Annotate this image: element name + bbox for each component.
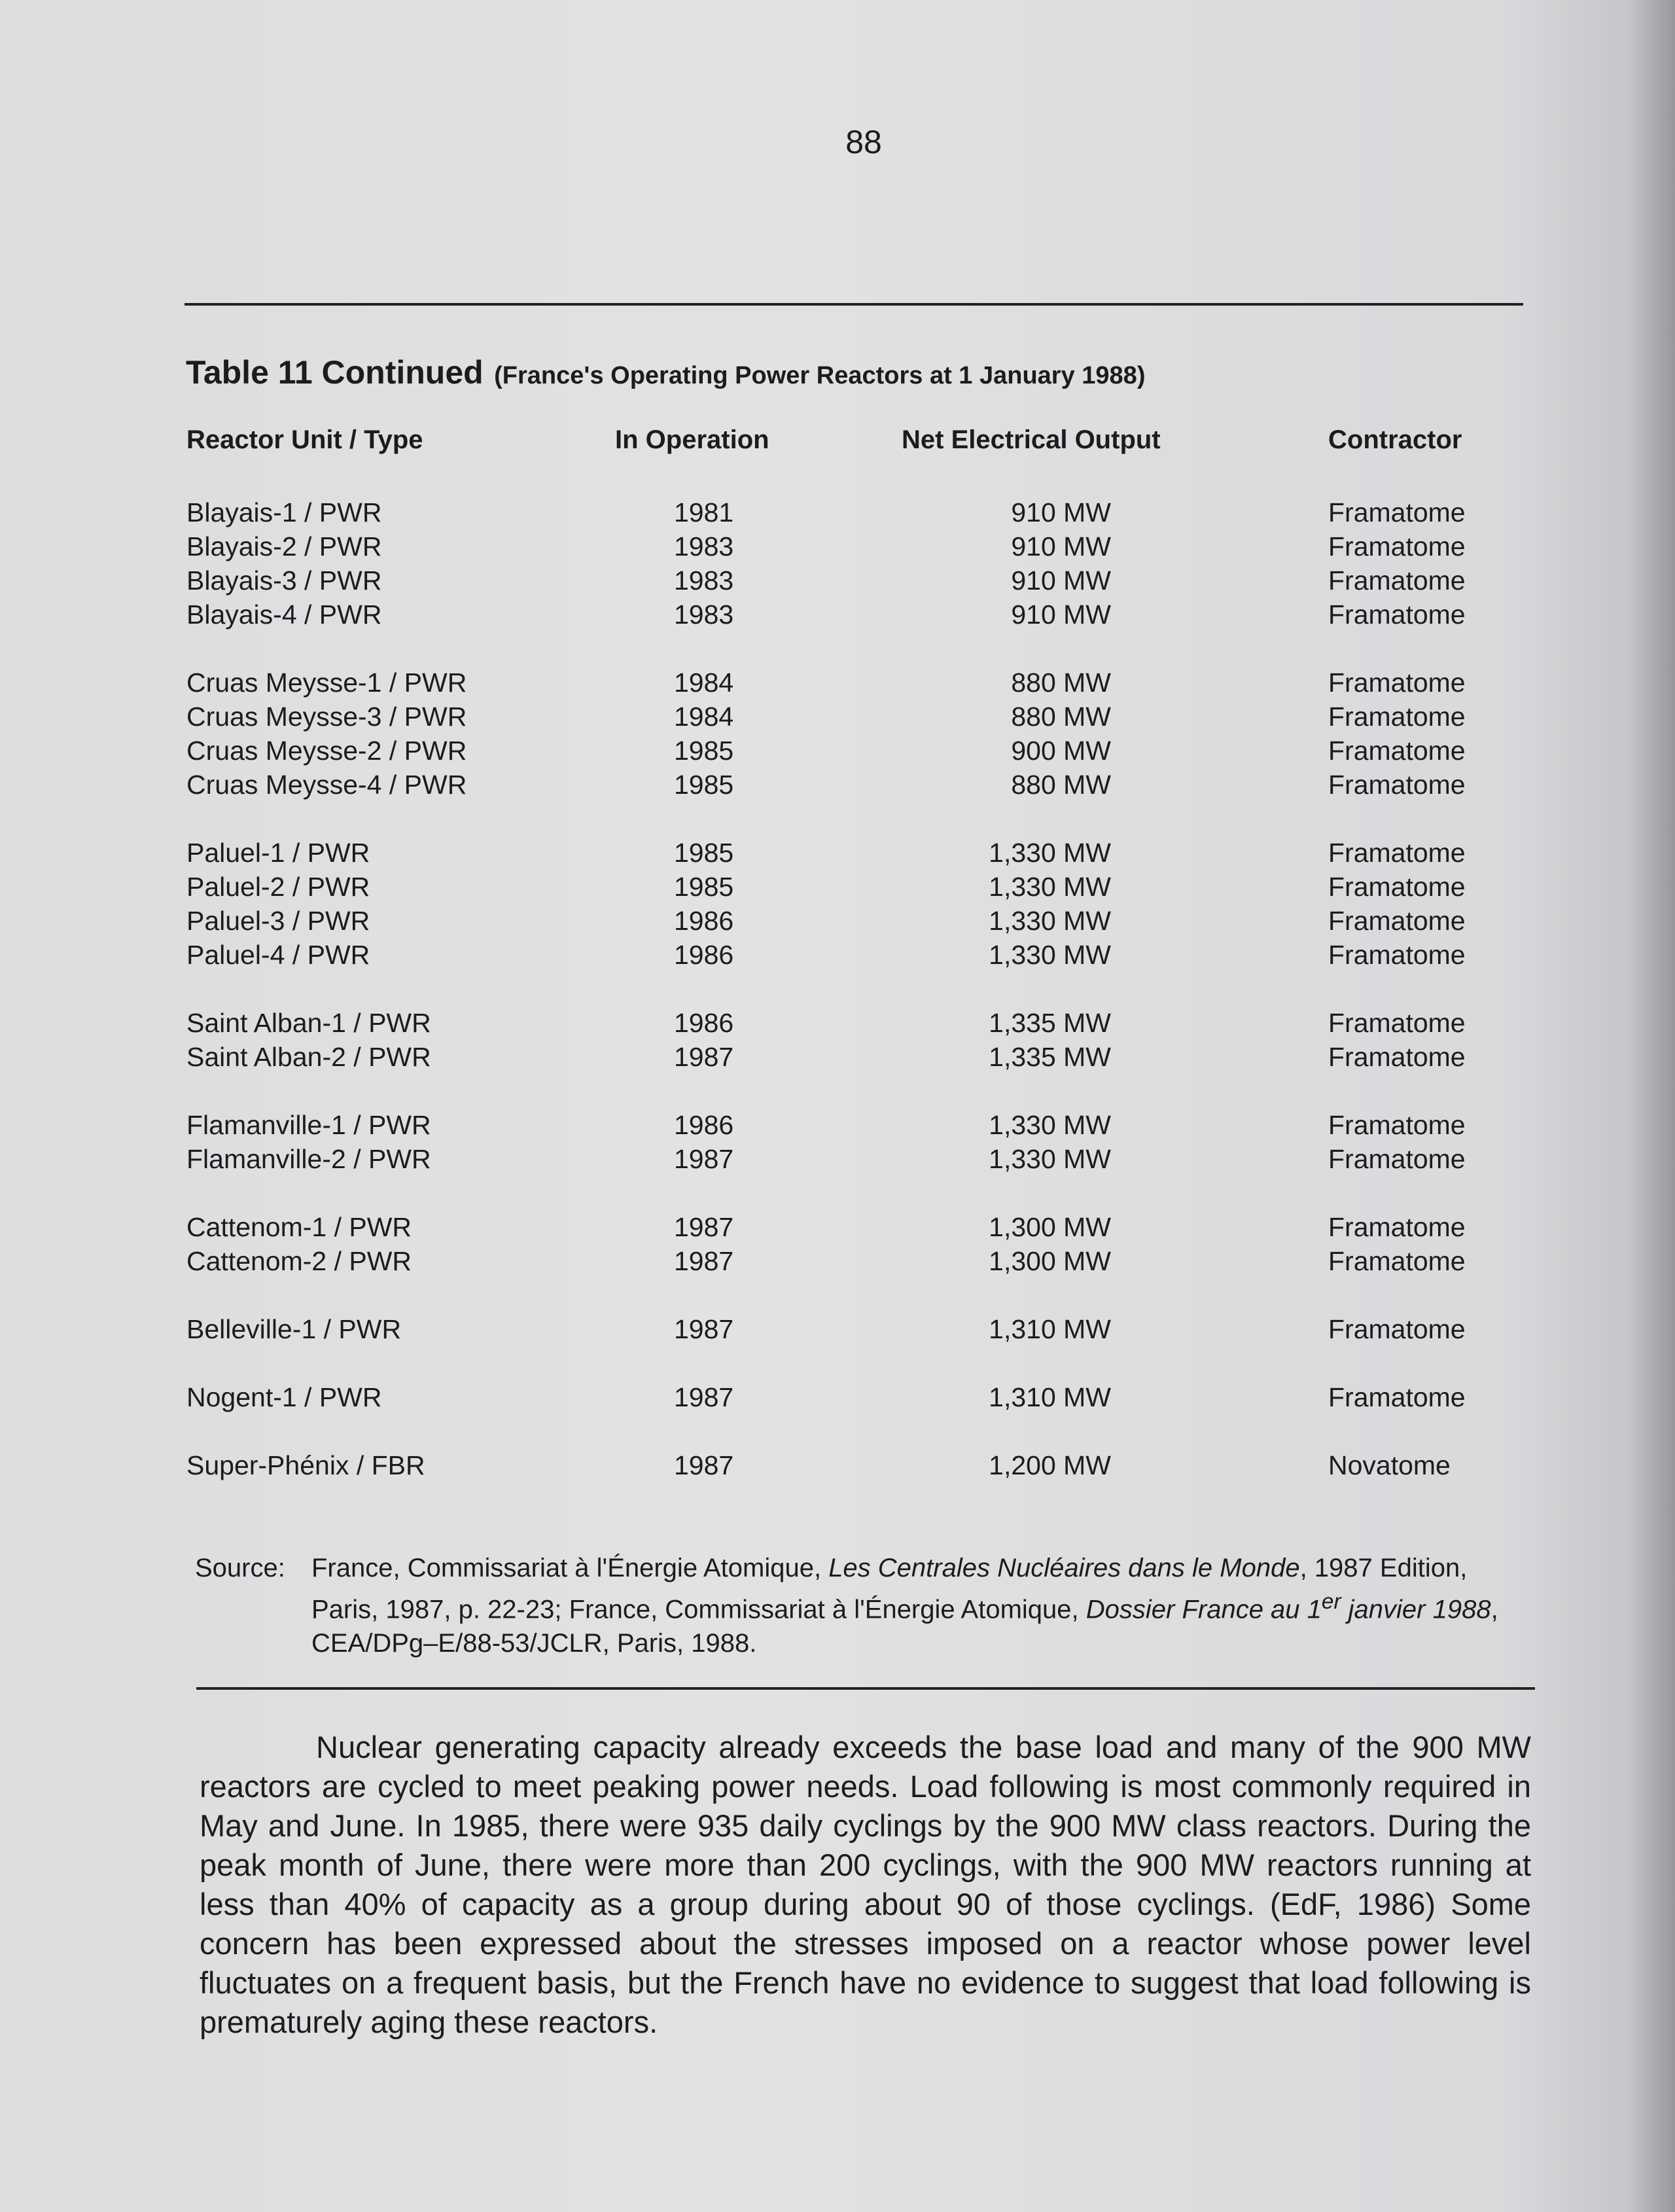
table-row <box>0 940 1675 974</box>
in-operation-cell: 1983 <box>674 531 734 562</box>
contractor-cell: Framatome <box>1328 872 1466 902</box>
source-title1: Les Centrales Nucléaires dans le Monde <box>828 1554 1300 1582</box>
net-output-cell: 910 MW <box>1011 531 1111 562</box>
net-output-cell: 1,300 MW <box>989 1246 1111 1276</box>
in-operation-cell: 1986 <box>674 1008 734 1038</box>
net-output-cell: 1,330 MW <box>989 940 1111 970</box>
in-operation-cell: 1987 <box>674 1042 734 1072</box>
reactor-unit-cell: Paluel-2 / PWR <box>186 872 370 902</box>
table-subtitle: (France's Operating Power Reactors at 1 January 1988) <box>494 362 1146 389</box>
page-edge-shadow <box>1629 0 1675 2212</box>
contractor-cell: Framatome <box>1328 906 1466 936</box>
table-row <box>0 736 1675 770</box>
table-row <box>0 531 1675 565</box>
reactor-unit-cell: Belleville-1 / PWR <box>186 1314 402 1344</box>
header-net-output: Net Electrical Output <box>902 425 1161 454</box>
contractor-cell: Novatome <box>1328 1450 1451 1480</box>
contractor-cell: Framatome <box>1328 838 1466 868</box>
table-row <box>0 599 1675 633</box>
table-row <box>0 1314 1675 1348</box>
reactor-unit-cell: Flamanville-1 / PWR <box>186 1110 431 1140</box>
table-row <box>0 702 1675 736</box>
source-title2-end: janvier 1988 <box>1341 1595 1491 1624</box>
table-row <box>0 1246 1675 1280</box>
source-part3: , CEA/DPg–E/88-53/JCLR, Paris, 1988. <box>311 1595 1498 1658</box>
net-output-cell: 910 MW <box>1011 497 1111 527</box>
net-output-cell: 880 MW <box>1011 770 1111 800</box>
net-output-cell: 1,330 MW <box>989 1110 1111 1140</box>
reactor-unit-cell: Blayais-3 / PWR <box>186 565 382 596</box>
in-operation-cell: 1987 <box>674 1144 734 1174</box>
table-row <box>0 1212 1675 1246</box>
in-operation-cell: 1987 <box>674 1382 734 1412</box>
reactor-unit-cell: Saint Alban-1 / PWR <box>186 1008 431 1038</box>
net-output-cell: 1,335 MW <box>989 1008 1111 1038</box>
net-output-cell: 900 MW <box>1011 736 1111 766</box>
net-output-cell: 1,330 MW <box>989 906 1111 936</box>
net-output-cell: 1,330 MW <box>989 1144 1111 1174</box>
contractor-cell: Framatome <box>1328 1314 1466 1344</box>
header-reactor-unit: Reactor Unit / Type <box>186 425 423 454</box>
in-operation-cell: 1985 <box>674 736 734 766</box>
reactor-unit-cell: Paluel-1 / PWR <box>186 838 370 868</box>
contractor-cell: Framatome <box>1328 531 1466 562</box>
table-title-main: Table 11 Continued <box>186 354 484 391</box>
table-row <box>0 872 1675 906</box>
header-in-operation: In Operation <box>615 425 769 454</box>
in-operation-cell: 1987 <box>674 1212 734 1242</box>
net-output-cell: 1,330 MW <box>989 838 1111 868</box>
reactor-unit-cell: Saint Alban-2 / PWR <box>186 1042 431 1072</box>
contractor-cell: Framatome <box>1328 1246 1466 1276</box>
header-contractor: Contractor <box>1328 425 1462 454</box>
table-row <box>0 668 1675 702</box>
contractor-cell: Framatome <box>1328 497 1466 527</box>
in-operation-cell: 1984 <box>674 702 734 732</box>
body-paragraph: Nuclear generating capacity already exceeds the base load and many of the 900 MW reactors are cycled to meet peaking power needs. Load following is most commonly required in May and June. In 1985, there were 935 daily cyclings by the 900 MW class reactors. During the peak month of June, there were more than 200 cyclings, with the 900 MW reactors running at less than 40% of capacity as a group during about 90 of those cyclings. (EdF, 1986) Some concern has been expressed about the stresses imposed on a reactor whose power level fluctuates on a frequent basis, but the French have no evidence to suggest that load following is prematurely aging these reactors. <box>200 1730 1531 2039</box>
table-row <box>0 838 1675 872</box>
net-output-cell: 1,310 MW <box>989 1314 1111 1344</box>
net-output-cell: 1,200 MW <box>989 1450 1111 1480</box>
contractor-cell: Framatome <box>1328 736 1466 766</box>
reactor-unit-cell: Cattenom-2 / PWR <box>186 1246 412 1276</box>
table-row <box>0 1042 1675 1076</box>
table-row <box>0 565 1675 599</box>
contractor-cell: Framatome <box>1328 1008 1466 1038</box>
net-output-cell: 880 MW <box>1011 668 1111 698</box>
contractor-cell: Framatome <box>1328 565 1466 596</box>
table-row <box>0 1450 1675 1484</box>
source-part2: , 1987 Edition, Paris, 1987, p. 22-23; France, Commissariat à l'Énergie Atomique, <box>311 1554 1468 1624</box>
in-operation-cell: 1984 <box>674 668 734 698</box>
reactor-unit-cell: Cattenom-1 / PWR <box>186 1212 412 1242</box>
net-output-cell: 1,310 MW <box>989 1382 1111 1412</box>
reactor-unit-cell: Nogent-1 / PWR <box>186 1382 382 1412</box>
table-row <box>0 1144 1675 1178</box>
contractor-cell: Framatome <box>1328 1382 1466 1412</box>
contractor-cell: Framatome <box>1328 1042 1466 1072</box>
contractor-cell: Framatome <box>1328 668 1466 698</box>
net-output-cell: 1,330 MW <box>989 872 1111 902</box>
reactor-unit-cell: Cruas Meysse-1 / PWR <box>186 668 467 698</box>
in-operation-cell: 1987 <box>674 1246 734 1276</box>
contractor-cell: Framatome <box>1328 940 1466 970</box>
contractor-cell: Framatome <box>1328 1144 1466 1174</box>
net-output-cell: 910 MW <box>1011 599 1111 630</box>
in-operation-cell: 1983 <box>674 599 734 630</box>
contractor-cell: Framatome <box>1328 1110 1466 1140</box>
reactor-unit-cell: Blayais-2 / PWR <box>186 531 382 562</box>
reactor-unit-cell: Super-Phénix / FBR <box>186 1450 425 1480</box>
table-row <box>0 906 1675 940</box>
in-operation-cell: 1985 <box>674 838 734 868</box>
bottom-rule <box>196 1687 1535 1690</box>
reactor-unit-cell: Flamanville-2 / PWR <box>186 1144 431 1174</box>
contractor-cell: Framatome <box>1328 599 1466 630</box>
contractor-cell: Framatome <box>1328 770 1466 800</box>
contractor-cell: Framatome <box>1328 1212 1466 1242</box>
source-title2-sup: er <box>1321 1590 1341 1614</box>
in-operation-cell: 1983 <box>674 565 734 596</box>
source-text <box>311 1551 1528 1660</box>
page-number: 88 <box>845 124 882 160</box>
in-operation-cell: 1985 <box>674 872 734 902</box>
in-operation-cell: 1985 <box>674 770 734 800</box>
reactor-unit-cell: Paluel-3 / PWR <box>186 906 370 936</box>
source-part1: France, Commissariat à l'Énergie Atomique, <box>311 1554 829 1582</box>
net-output-cell: 1,335 MW <box>989 1042 1111 1072</box>
in-operation-cell: 1986 <box>674 940 734 970</box>
reactor-unit-cell: Cruas Meysse-3 / PWR <box>186 702 467 732</box>
table-row <box>0 1382 1675 1416</box>
in-operation-cell: 1981 <box>674 497 734 527</box>
table-row <box>0 1110 1675 1144</box>
net-output-cell: 1,300 MW <box>989 1212 1111 1242</box>
table-row <box>0 770 1675 804</box>
reactor-unit-cell: Cruas Meysse-2 / PWR <box>186 736 467 766</box>
net-output-cell: 910 MW <box>1011 565 1111 596</box>
table-row <box>0 1008 1675 1042</box>
source-label: Source: <box>195 1554 285 1582</box>
in-operation-cell: 1987 <box>674 1314 734 1344</box>
table-title <box>186 353 1145 391</box>
reactor-unit-cell: Blayais-4 / PWR <box>186 599 382 630</box>
top-rule <box>185 303 1523 306</box>
in-operation-cell: 1986 <box>674 906 734 936</box>
in-operation-cell: 1986 <box>674 1110 734 1140</box>
reactor-unit-cell: Paluel-4 / PWR <box>186 940 370 970</box>
net-output-cell: 880 MW <box>1011 702 1111 732</box>
reactor-unit-cell: Cruas Meysse-4 / PWR <box>186 770 467 800</box>
table-row <box>0 497 1675 531</box>
source-title2: Dossier France au 1 <box>1085 1595 1322 1624</box>
contractor-cell: Framatome <box>1328 702 1466 732</box>
reactor-unit-cell: Blayais-1 / PWR <box>186 497 382 527</box>
in-operation-cell: 1987 <box>674 1450 734 1480</box>
